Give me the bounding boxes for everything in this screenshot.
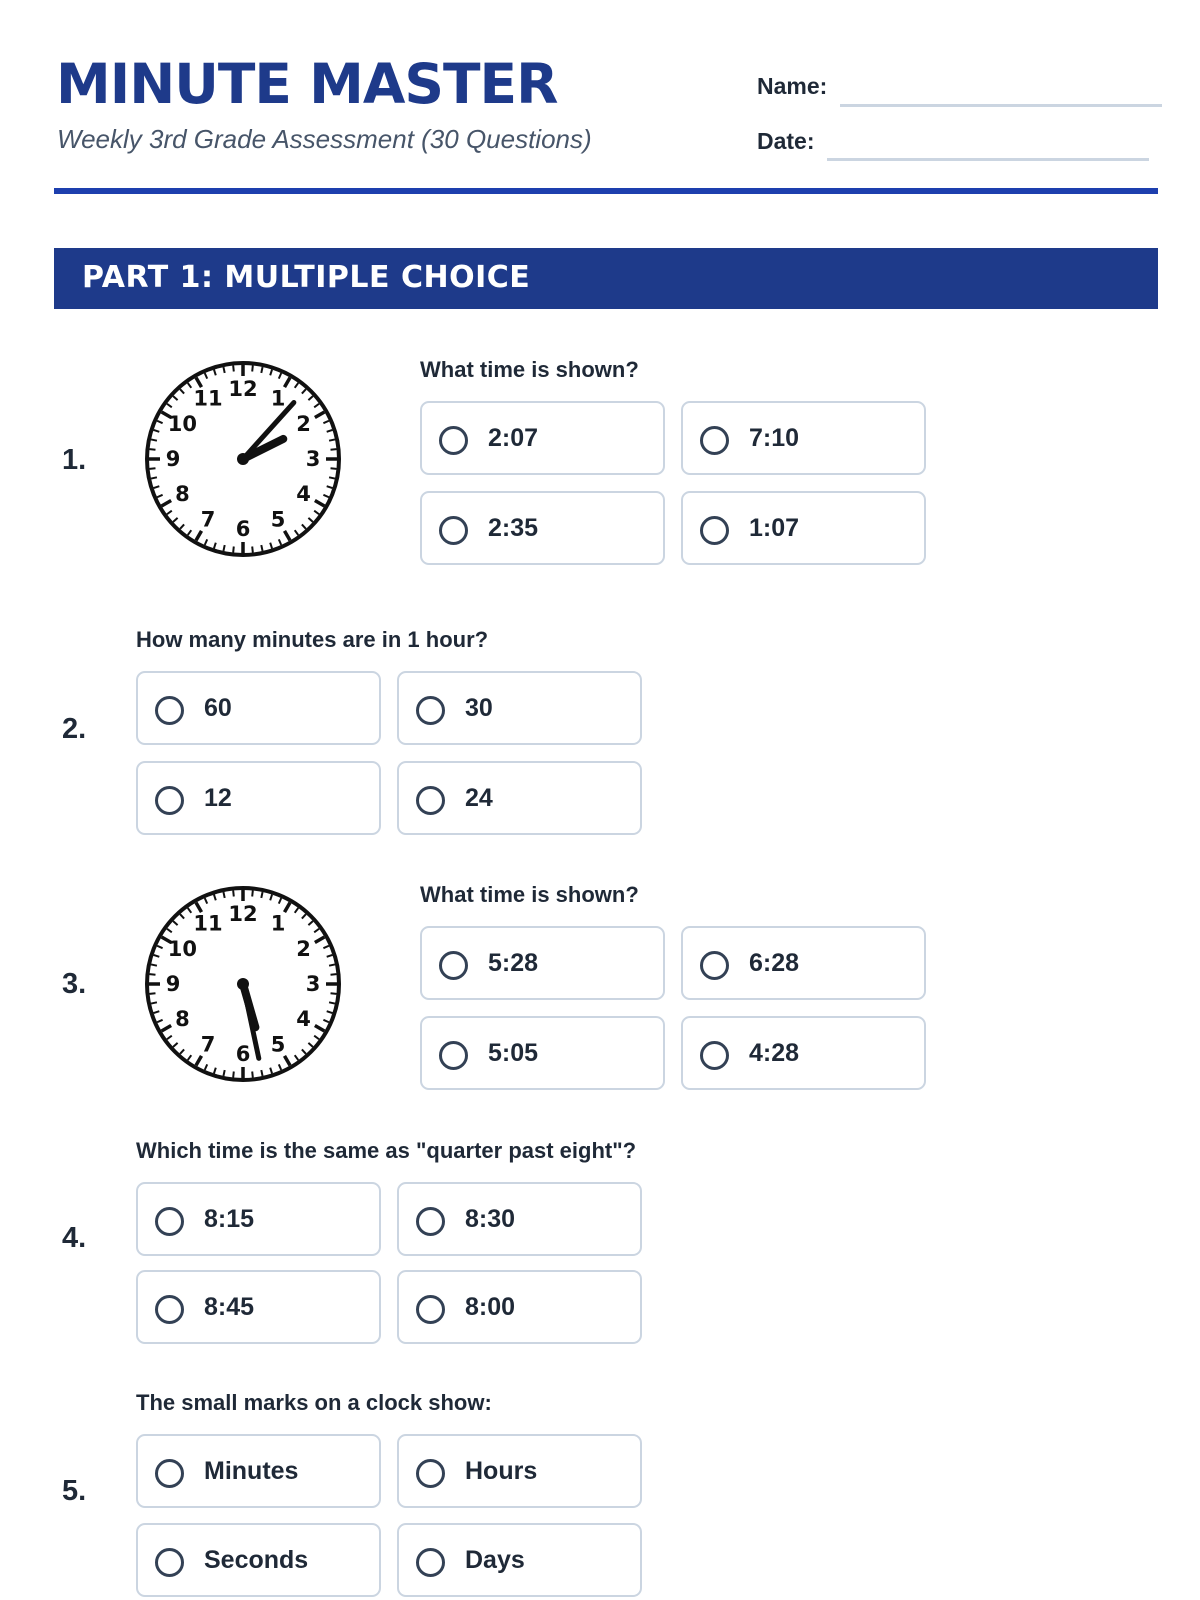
answer-option-label: 8:45 (204, 1293, 255, 1321)
answer-option-label: 8:00 (465, 1293, 516, 1321)
clock-numeral: 11 (193, 386, 223, 411)
answer-option[interactable] (420, 1016, 665, 1090)
question-number: 4. (62, 1222, 87, 1254)
radio-button[interactable] (155, 1295, 184, 1324)
minute-tick (150, 993, 156, 994)
minute-tick (223, 1070, 224, 1076)
minute-tick (150, 468, 156, 469)
radio-button[interactable] (416, 696, 445, 725)
clock-numeral: 9 (165, 972, 181, 996)
answer-option-label: 30 (465, 694, 493, 722)
answer-option[interactable] (397, 1523, 642, 1597)
clock-numeral: 5 (270, 1032, 286, 1057)
question-number: 3. (62, 968, 87, 1000)
clock-numeral: 7 (200, 1032, 216, 1057)
radio-button[interactable] (155, 1207, 184, 1236)
minute-tick (329, 1002, 335, 1003)
minute-tick (150, 449, 156, 450)
radio-button[interactable] (416, 1207, 445, 1236)
section-title: PART 1: MULTIPLE CHOICE (82, 260, 531, 295)
radio-button[interactable] (416, 1548, 445, 1577)
question-prompt: Which time is the same as "quarter past eight"? (136, 1138, 637, 1163)
clock-center-pin (237, 453, 249, 465)
answer-option[interactable] (397, 1182, 642, 1256)
radio-button[interactable] (416, 1459, 445, 1488)
minute-tick (233, 547, 234, 553)
answer-option-label: 24 (465, 784, 493, 812)
minute-tick (151, 964, 157, 965)
answer-option-label: Hours (465, 1457, 538, 1485)
answer-option-label: 5:05 (488, 1039, 539, 1067)
clock-center-pin (237, 978, 249, 990)
answer-option-label: 4:28 (749, 1039, 800, 1067)
minute-tick (331, 993, 337, 994)
header-divider (54, 188, 1158, 194)
minute-tick (329, 477, 335, 478)
minute-tick (329, 439, 335, 440)
minute-tick (223, 367, 224, 373)
minute-tick (331, 974, 337, 975)
clock-numeral: 2 (296, 412, 311, 436)
answer-option-label: 8:30 (465, 1205, 516, 1233)
minute-tick (233, 366, 234, 372)
minute-tick (329, 964, 335, 965)
answer-option[interactable] (136, 1182, 381, 1256)
name-field[interactable] (840, 104, 1162, 107)
radio-button[interactable] (439, 516, 468, 545)
answer-option-label: 8:15 (204, 1205, 255, 1233)
analog-clock (143, 359, 343, 559)
answer-option[interactable] (420, 491, 665, 565)
answer-option[interactable] (136, 1523, 381, 1597)
clock-numeral: 7 (200, 507, 216, 532)
clock-numeral: 12 (228, 902, 258, 926)
clock-numeral: 1 (270, 911, 286, 936)
radio-button[interactable] (700, 1041, 729, 1070)
answer-option[interactable] (681, 1016, 926, 1090)
minute-tick (223, 892, 224, 898)
clock-numeral: 4 (296, 1007, 311, 1031)
answer-option-label: Minutes (204, 1457, 299, 1485)
answer-option-label: 60 (204, 694, 232, 722)
minute-tick (261, 367, 262, 373)
answer-option[interactable] (136, 1434, 381, 1508)
clock-numeral: 6 (235, 1042, 251, 1066)
minute-tick (331, 449, 337, 450)
answer-option[interactable] (136, 1270, 381, 1344)
minute-tick (261, 545, 262, 551)
answer-option-label: 2:35 (488, 514, 539, 542)
worksheet-subtitle: Weekly 3rd Grade Assessment (30 Questions) (57, 124, 592, 154)
worksheet-title: MINUTE MASTER (56, 52, 558, 116)
minute-tick (223, 545, 224, 551)
clock-numeral: 1 (270, 386, 286, 411)
minute-tick (261, 892, 262, 898)
clock-numeral: 6 (235, 517, 251, 541)
question-number: 2. (62, 713, 87, 745)
minute-tick (233, 891, 234, 897)
answer-option-label: 5:28 (488, 949, 539, 977)
minute-tick (252, 547, 253, 553)
radio-button[interactable] (439, 1041, 468, 1070)
answer-option[interactable] (681, 401, 926, 475)
clock-numeral: 4 (296, 482, 311, 506)
radio-button[interactable] (416, 786, 445, 815)
answer-option[interactable] (397, 761, 642, 835)
answer-option-label: Seconds (204, 1546, 309, 1574)
date-label: Date: (757, 128, 815, 154)
minute-tick (233, 1072, 234, 1078)
clock-numeral: 2 (296, 937, 311, 961)
radio-button[interactable] (155, 1459, 184, 1488)
answer-option-label: 2:07 (488, 424, 539, 452)
clock-numeral: 8 (175, 482, 190, 506)
minute-tick (151, 439, 157, 440)
answer-option[interactable] (397, 671, 642, 745)
question-prompt: What time is shown? (420, 882, 639, 907)
answer-option[interactable] (136, 671, 381, 745)
clock-numeral: 8 (175, 1007, 190, 1031)
date-field[interactable] (827, 158, 1149, 161)
answer-option[interactable] (420, 926, 665, 1000)
clock-numeral: 9 (165, 447, 181, 471)
radio-button[interactable] (439, 951, 468, 980)
minute-tick (331, 468, 337, 469)
clock-numeral: 3 (305, 447, 321, 471)
name-label: Name: (757, 73, 828, 99)
answer-option[interactable] (681, 491, 926, 565)
clock-numeral: 10 (167, 937, 197, 961)
question-prompt: The small marks on a clock show: (136, 1390, 492, 1415)
minute-tick (261, 1070, 262, 1076)
answer-option[interactable] (420, 401, 665, 475)
clock-numeral: 5 (270, 507, 286, 532)
minute-tick (151, 1002, 157, 1003)
answer-option-label: 12 (204, 784, 232, 812)
answer-option-label: Days (465, 1546, 525, 1574)
radio-button[interactable] (700, 951, 729, 980)
minute-tick (151, 477, 157, 478)
question-prompt: What time is shown? (420, 357, 639, 382)
answer-option[interactable] (136, 761, 381, 835)
radio-button[interactable] (439, 426, 468, 455)
minute-tick (150, 974, 156, 975)
answer-option-label: 7:10 (749, 424, 800, 452)
answer-option-label: 6:28 (749, 949, 800, 977)
radio-button[interactable] (155, 696, 184, 725)
radio-button[interactable] (155, 1548, 184, 1577)
answer-option-label: 1:07 (749, 514, 800, 542)
answer-option[interactable] (397, 1270, 642, 1344)
minute-tick (252, 1072, 253, 1078)
radio-button[interactable] (155, 786, 184, 815)
minute-tick (252, 366, 253, 372)
radio-button[interactable] (700, 516, 729, 545)
question-number: 1. (62, 444, 87, 476)
answer-option[interactable] (397, 1434, 642, 1508)
question-prompt: How many minutes are in 1 hour? (136, 627, 489, 652)
section-header (54, 248, 1158, 309)
clock-numeral: 11 (193, 911, 223, 936)
clock-numeral: 10 (167, 412, 197, 436)
answer-option[interactable] (681, 926, 926, 1000)
radio-button[interactable] (416, 1295, 445, 1324)
question-number: 5. (62, 1475, 87, 1507)
analog-clock (143, 884, 343, 1084)
clock-numeral: 12 (228, 377, 258, 401)
clock-numeral: 3 (305, 972, 321, 996)
radio-button[interactable] (700, 426, 729, 455)
minute-tick (252, 891, 253, 897)
